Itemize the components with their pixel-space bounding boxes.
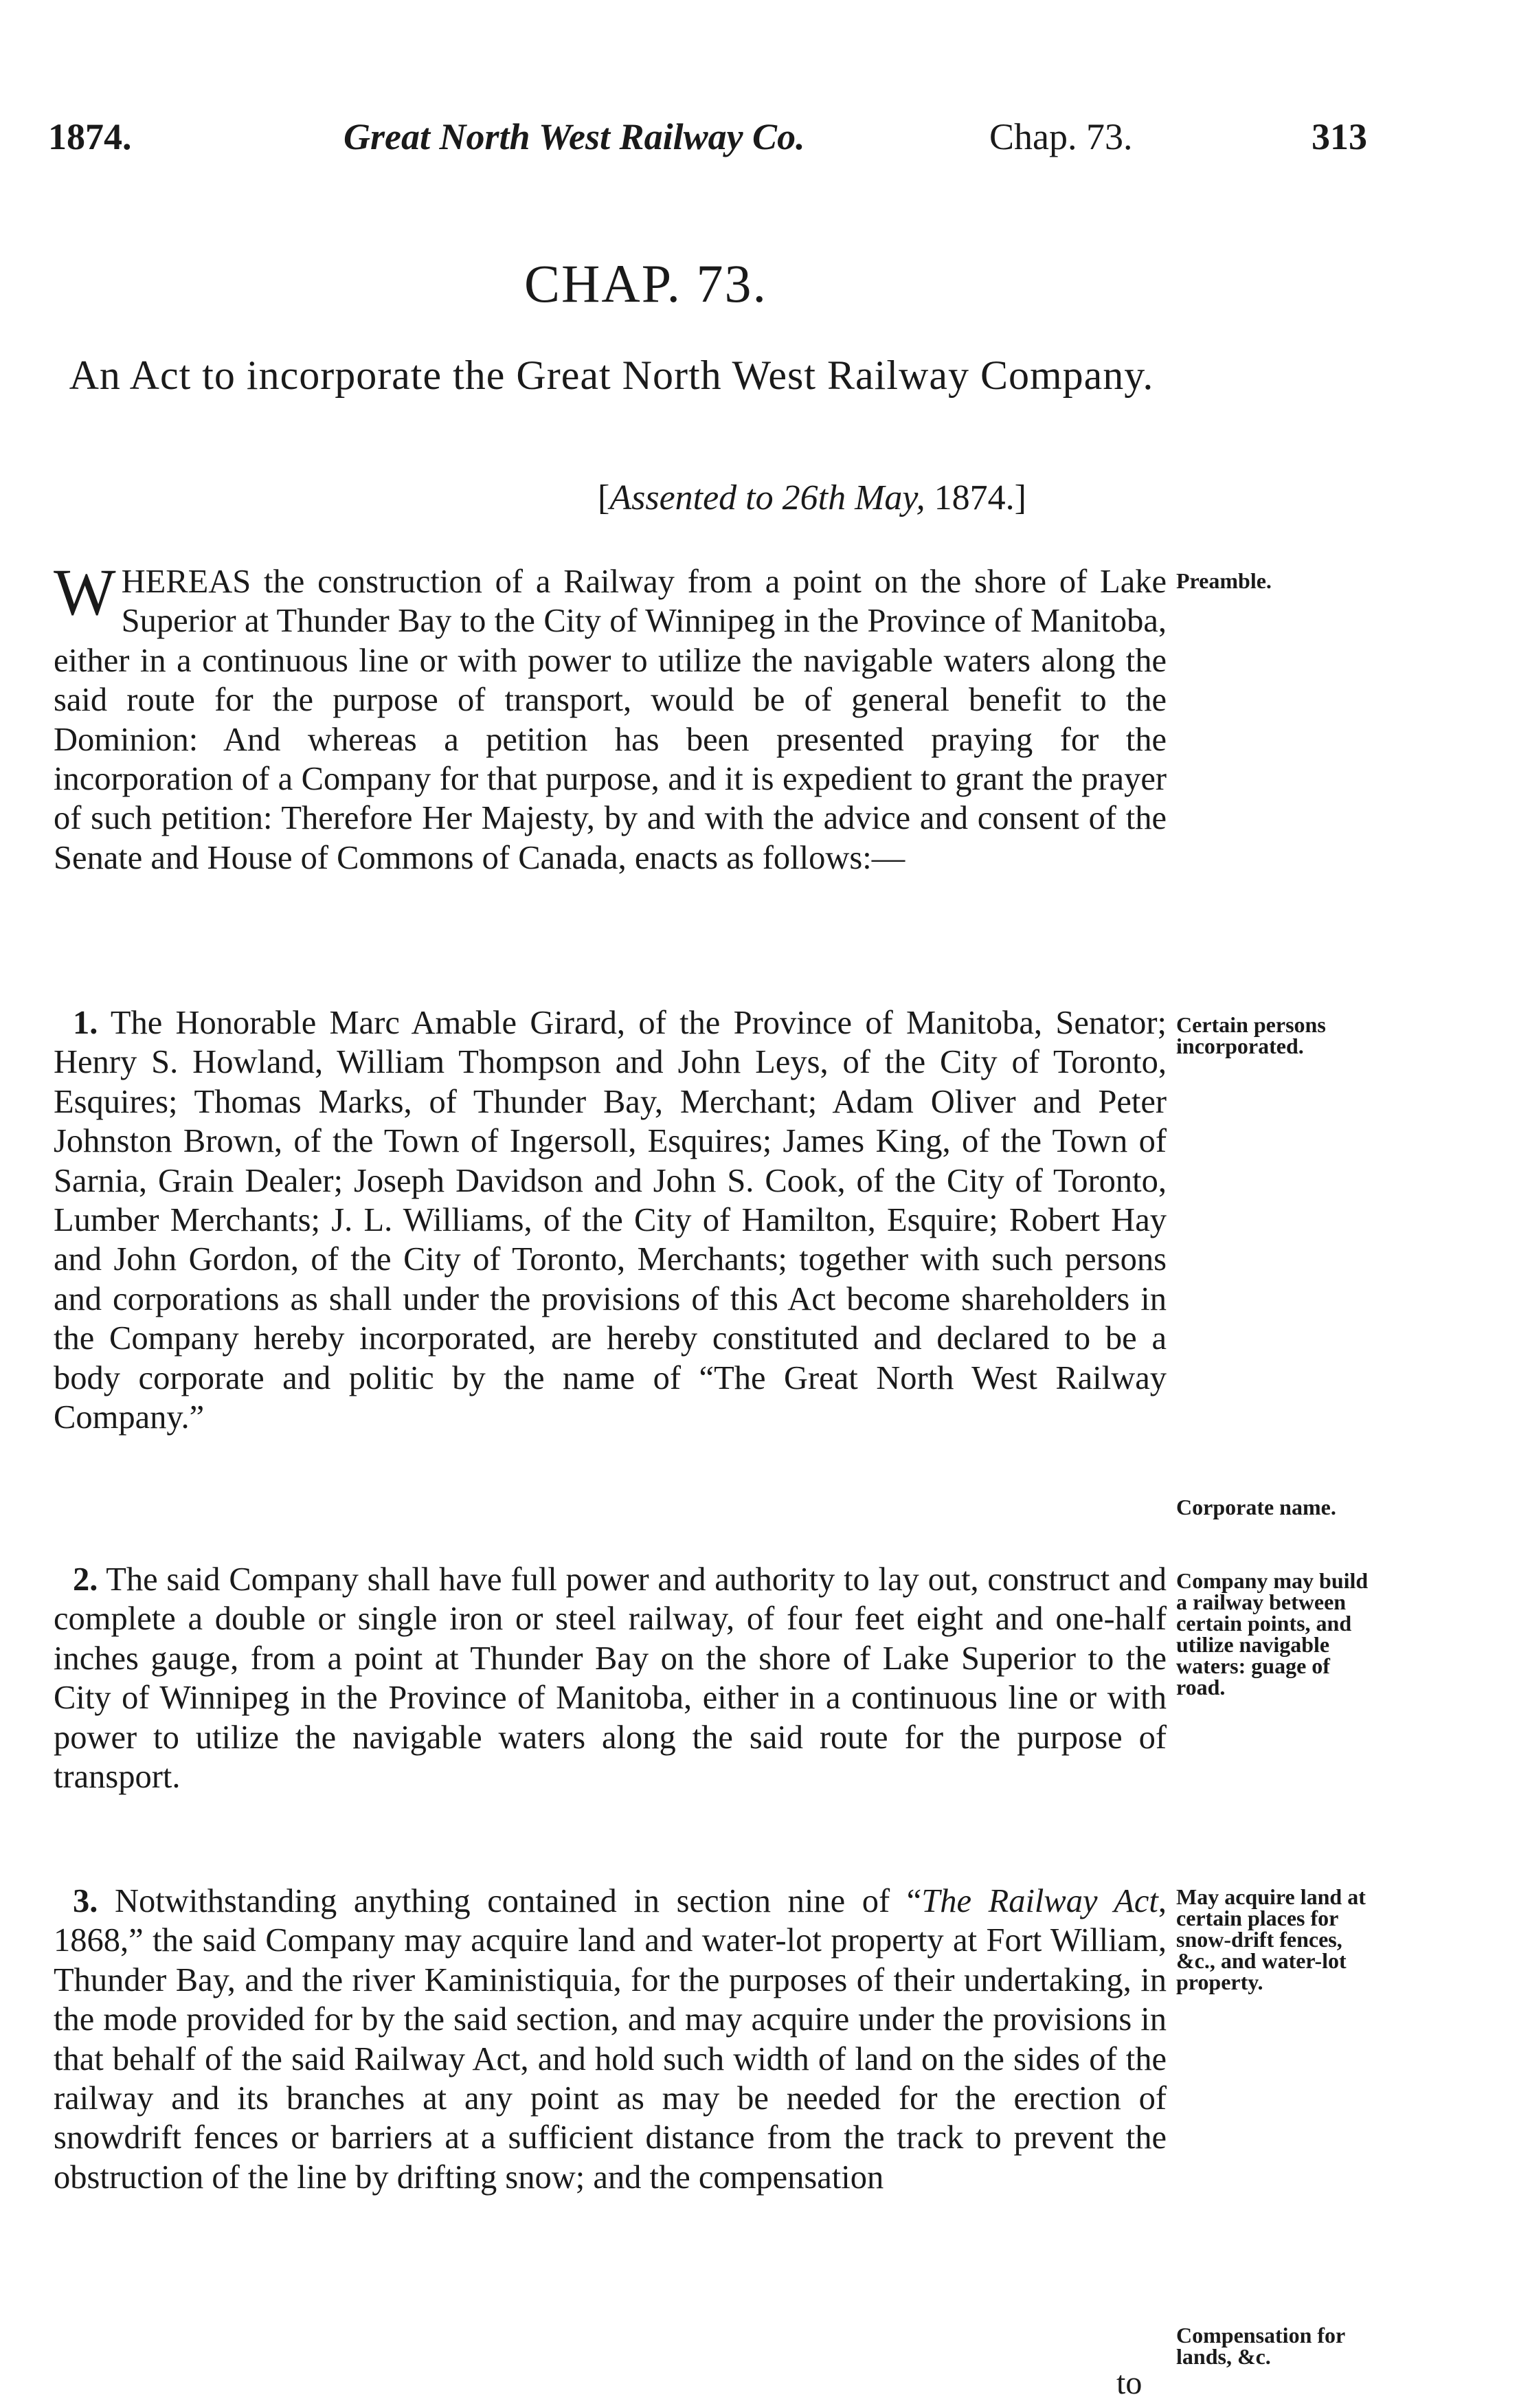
catchword: to	[1116, 2365, 1143, 2401]
margin-note-section-3: May acquire land at certain places for snow-drift fences, &c., and water-lot property.	[1176, 1884, 1366, 1994]
assent-year: 1874.]	[934, 478, 1026, 517]
margin-note-section-1: Certain persons incorporated.	[1176, 1012, 1326, 1058]
margin-note-corporate-name: Corporate name.	[1176, 1495, 1336, 1519]
preamble-paragraph	[54, 555, 1167, 878]
margin-note-compensation: Compensation for lands, &c.	[1176, 2323, 1345, 2369]
header-title: Great North West Railway Co.	[344, 116, 805, 157]
section-3-number: 3.	[73, 1883, 98, 1919]
section-1-text: The Honorable Marc Amable Girard, of the Province of Manitoba, Senator; Henry S. Howland, William Thompson and John Leys, of the City of Toronto, Esquires; Thomas Marks, of Thunder Bay, Merchant; Adam Oliver and Peter Johnston Brown, of the Town of Ingersoll, Esquires; James King, of the Town of Sarnia, Grain Dealer; Joseph Davidson and John S. Cook, of the City of Toronto, Lumber Merchants; J. L. Williams, of the City of Hamilton, Esquire; Robert Hay and John Gordon, of the City of Toronto, Merchants; together with such persons and corporations as shall under the provisions of this Act become shareholders in the Company hereby incorporated, are hereby constituted and declared to be a body corporate and politic by the name of “The Great North West Railway Company.”	[54, 1005, 1167, 1436]
header-year: 1874.	[48, 116, 132, 157]
running-header	[48, 115, 1367, 164]
act-title: An Act to incorporate the Great North West Railway Company.	[69, 353, 1154, 398]
section-2-text: The said Company shall have full power and authority to lay out, construct and complete a double or single iron or steel railway, of four feet eight and one-half inches gauge, from a point at Thunder Bay on the shore of Lake Superior to the City of Winnipeg in the Province of Manitoba, either in a continuous line or with power to utilize the navigable waters along the said route for the purpose of transport.	[54, 1561, 1167, 1796]
section-2-number: 2.	[73, 1561, 98, 1598]
header-chapter: Chap. 73.	[989, 116, 1133, 157]
section-1	[54, 1003, 1167, 1437]
section-2	[54, 1560, 1167, 1796]
section-3	[54, 1882, 1167, 2197]
section-3-text-before: Notwithstanding anything contained in section nine of “	[114, 1883, 922, 1919]
section-3-italic-act: The Railway Act	[921, 1883, 1158, 1919]
preamble-dropcap: W	[54, 555, 116, 629]
margin-note-section-2: Company may build a railway between certain points, and utilize navigable waters: guage of road.	[1176, 1568, 1369, 1699]
section-3-text-after: , 1868,” the said Company may acquire land and water-lot property at Fort William, Thunder Bay, and the river Kaministiquia, for the purposes of their undertaking, in the mode provided for by the said section, and may acquire under the provisions in that behalf of the said Railway Act, and hold such width of land on the sides of the railway and its branches at any point as may be needed for the erection of snowdrift fences or barriers at a sufficient distance from the track to prevent the obstruction of the line by drifting snow; and the compensation	[54, 1883, 1167, 2196]
assent-line	[598, 478, 1216, 518]
margin-note-preamble: Preamble.	[1176, 568, 1272, 593]
assent-open-bracket: [	[598, 478, 610, 517]
section-1-number: 1.	[73, 1005, 98, 1041]
preamble-text: HEREAS the construction of a Railway from a point on the shore of Lake Superior at Thunder Bay to the City of Winnipeg in the Province of Manitoba, either in a continuous line or with power to utilize the navigable waters along the said route for the purpose of transport, would be of general benefit to the Dominion: And whereas a petition has been presented praying for the incorporation of a Company for that purpose, and it is expedient to grant the prayer of such petition: Therefore Her Majesty, by and with the advice and consent of the Senate and House of Commons of Canada, enacts as follows:—	[54, 564, 1167, 876]
chapter-heading: CHAP. 73.	[524, 254, 767, 313]
assent-text: Assented to 26th May,	[609, 478, 925, 517]
page-number: 313	[1312, 116, 1367, 157]
